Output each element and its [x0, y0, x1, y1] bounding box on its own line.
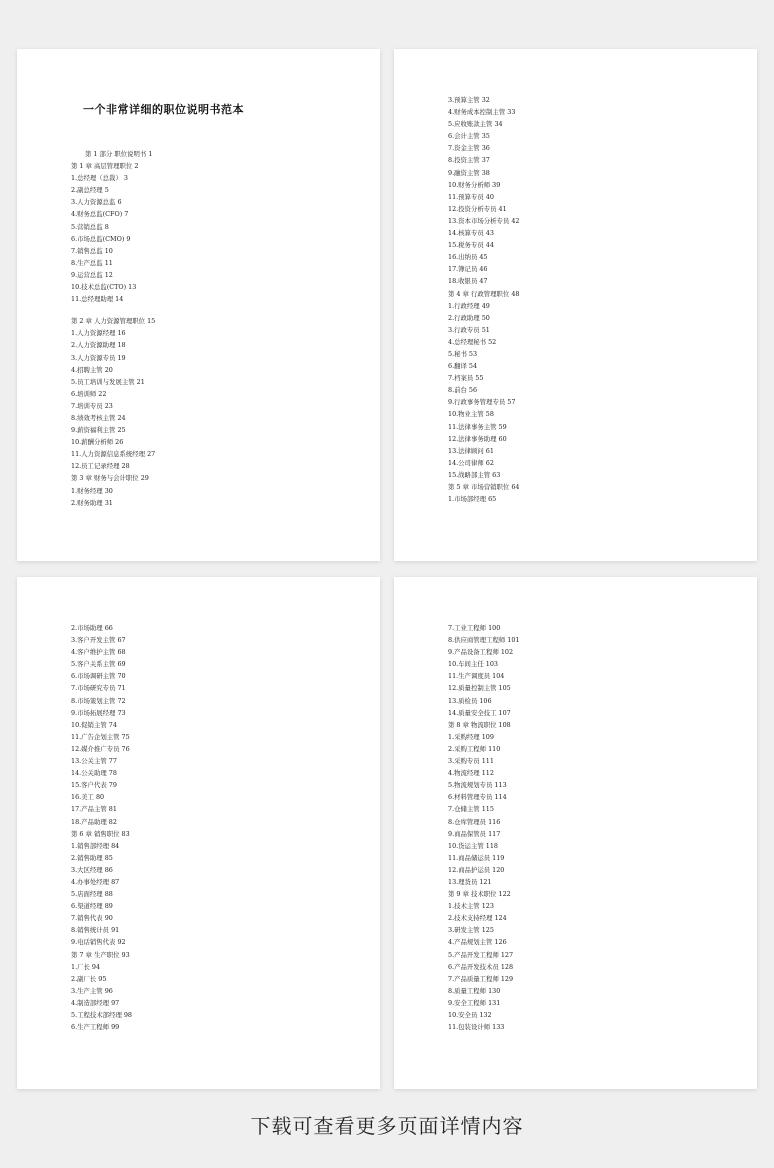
toc-entry: 11.总经理助理 14	[71, 295, 124, 304]
toc-entry: 第 1 部分 职位说明书 1	[85, 150, 153, 158]
toc-list	[448, 622, 519, 1033]
toc-entry: 第 7 章 生产职位 93	[71, 950, 130, 959]
toc-entry: 9.商品保管员 117	[448, 829, 501, 838]
toc-entry: 第 6 章 销售职位 83	[71, 829, 130, 838]
toc-entry: 7.工业工程师 100	[448, 624, 501, 632]
document-page-2	[394, 49, 757, 561]
toc-entry: 4.财务成本控制主管 33	[448, 108, 516, 117]
toc-entry: 10.促销主管 74	[71, 720, 117, 729]
toc-entry: 6.材料管理专员 114	[448, 793, 507, 802]
toc-entry: 5.工程技术部经理 98	[71, 1011, 132, 1019]
toc-entry: 第 3 章 财务与会计职位 29	[71, 474, 149, 483]
toc-list	[448, 94, 519, 505]
toc-entry: 2.销售助理 85	[71, 853, 113, 862]
toc-entry: 5.营销总监 8	[71, 222, 109, 231]
toc-entry: 6.会计主管 35	[448, 132, 490, 141]
toc-entry: 8.生产总监 11	[71, 258, 113, 267]
toc-entry: 5.员工培训与发展主管 21	[71, 377, 145, 386]
toc-entry: 15.战略部主管 63	[448, 470, 501, 479]
toc-entry: 17.产品主管 81	[71, 805, 117, 814]
toc-entry: 3.行政专员 51	[448, 325, 490, 334]
toc-entry: 16.出纳员 45	[448, 253, 488, 262]
toc-entry: 11.包装设计师 133	[448, 1023, 505, 1032]
toc-entry: 3.大区经理 86	[71, 865, 113, 874]
toc-entry: 第 9 章 技术职位 122	[448, 890, 511, 899]
toc-entry: 12.法律事务助理 60	[448, 434, 507, 443]
toc-entry: 2.技术支持经理 124	[448, 914, 507, 923]
toc-entry: 4.总经理秘书 52	[448, 337, 497, 346]
toc-entry: 7.市场研究专员 71	[71, 684, 126, 693]
toc-list	[71, 148, 155, 509]
toc-entry: 14.公司律师 62	[448, 458, 494, 467]
toc-entry: 第 4 章 行政管理职位 48	[448, 289, 520, 298]
toc-entry: 11.人力资源信息系统经理 27	[71, 450, 156, 459]
toc-entry: 1.财务经理 30	[71, 486, 113, 495]
toc-entry: 5.应收账款主管 34	[448, 120, 503, 129]
toc-entry: 1.总经理（总裁） 3	[71, 174, 128, 183]
toc-entry: 8.市场策划主管 72	[71, 696, 126, 705]
toc-entry: 6.渠道经理 89	[71, 902, 113, 911]
toc-entry: 10.车间主任 103	[448, 660, 498, 669]
toc-entry: 17.簿记员 46	[448, 265, 488, 274]
toc-entry: 2.财务助理 31	[71, 498, 113, 507]
toc-entry: 11.商品储运员 119	[448, 853, 505, 862]
toc-entry: 第 2 章 人力资源管理职位 15	[71, 317, 156, 326]
toc-entry: 7.销售代表 90	[71, 914, 113, 923]
toc-entry: 1.销售部经理 84	[71, 841, 120, 850]
toc-entry: 13.资本市场分析专员 42	[448, 216, 520, 225]
toc-entry: 3.人力资源专员 19	[71, 353, 126, 362]
toc-entry: 18.产品助理 82	[71, 817, 117, 826]
toc-entry: 3.采购专员 111	[448, 757, 494, 766]
toc-entry: 10.安全员 132	[448, 1011, 492, 1019]
toc-entry: 3.人力资源总监 6	[71, 198, 122, 207]
toc-entry: 1.厂长 94	[71, 962, 101, 971]
toc-list	[71, 622, 132, 1033]
document-page-3	[17, 577, 380, 1089]
toc-entry: 2.采购工程师 110	[448, 744, 501, 753]
toc-entry: 1.采购经理 109	[448, 732, 494, 741]
toc-entry: 9.薪资福利主管 25	[71, 426, 126, 435]
toc-entry: 11.生产调度员 104	[448, 672, 505, 681]
toc-entry: 第 8 章 物流职位 108	[448, 720, 511, 729]
toc-entry: 6.产品开发技术员 128	[448, 962, 514, 971]
toc-entry: 9.运营总监 12	[71, 270, 113, 279]
toc-entry: 9.市场拓展经理 73	[71, 708, 126, 717]
toc-entry: 9.行政事务管理专员 57	[448, 398, 516, 407]
toc-entry: 9.安全工程师 131	[448, 998, 501, 1007]
toc-entry: 1.市场部经理 65	[448, 495, 497, 504]
toc-entry: 4.制造部经理 97	[71, 998, 120, 1007]
toc-entry: 1.技术主管 123	[448, 902, 494, 911]
toc-entry: 1.行政经理 49	[448, 301, 490, 310]
toc-entry: 13.质检员 106	[448, 696, 492, 705]
toc-entry: 4.客户维护主管 68	[71, 648, 126, 657]
toc-entry: 16.美工 80	[71, 793, 105, 802]
toc-entry: 5.物流规划专员 113	[448, 781, 507, 790]
toc-entry: 2.人力资源助理 18	[71, 341, 126, 350]
toc-entry: 8.前台 56	[448, 386, 478, 395]
toc-entry: 3.客户开发主管 67	[71, 636, 126, 645]
toc-entry: 5.产品开发工程师 127	[448, 950, 514, 959]
toc-entry: 10.薪酬分析师 26	[71, 438, 124, 447]
toc-entry: 10.货运主管 118	[448, 841, 498, 850]
toc-entry: 11.预算专员 40	[448, 192, 494, 201]
toc-entry: 6.市场调研主管 70	[71, 672, 126, 681]
toc-entry: 4.财务总监(CFO) 7	[71, 210, 129, 219]
toc-entry: 3.生产主管 96	[71, 986, 113, 995]
download-more-caption: 下载可查看更多页面详情内容	[250, 1114, 524, 1138]
toc-entry: 7.培训专员 23	[71, 401, 113, 410]
toc-entry: 12.员工记录经理 28	[71, 462, 130, 471]
toc-entry: 5.店面经理 88	[71, 890, 113, 899]
toc-entry: 9.融资主管 38	[448, 168, 490, 177]
toc-entry: 3.预算主管 32	[448, 96, 490, 104]
document-page-1	[17, 49, 380, 561]
toc-entry: 12.质量控制主管 105	[448, 684, 511, 693]
toc-entry: 15.税务专员 44	[448, 241, 494, 250]
toc-entry: 8.供应商管理工程师 101	[448, 636, 520, 645]
toc-entry: 8.销售统计员 91	[71, 926, 120, 935]
toc-entry: 13.公关主管 77	[71, 757, 117, 766]
toc-entry: 7.销售总监 10	[71, 246, 113, 255]
toc-entry: 7.档案员 55	[448, 374, 484, 383]
toc-entry: 第 5 章 市场营销职位 64	[448, 483, 520, 491]
toc-entry: 5.客户关系主管 69	[71, 660, 126, 669]
toc-entry: 10.技术总监(CTO) 13	[71, 283, 137, 292]
toc-entry: 11.广告企划主管 75	[71, 732, 130, 741]
toc-entry: 4.办事处经理 87	[71, 877, 120, 886]
toc-entry: 14.核算专员 43	[448, 229, 494, 238]
toc-entry: 2.副厂长 95	[71, 974, 107, 983]
toc-entry: 7.仓储主管 115	[448, 805, 494, 814]
toc-entry: 7.产品质量工程师 129	[448, 974, 514, 983]
toc-entry: 6.市场总监(CMO) 9	[71, 234, 131, 243]
toc-entry: 12.媒介推广专员 76	[71, 744, 130, 753]
toc-entry: 14.质量安全技工 107	[448, 708, 511, 717]
toc-entry: 7.资金主管 36	[448, 144, 490, 153]
toc-entry: 6.培训师 22	[71, 389, 107, 398]
toc-entry: 8.仓库管理员 116	[448, 817, 501, 826]
toc-entry: 15.客户代表 79	[71, 781, 117, 790]
toc-entry: 1.人力资源经理 16	[71, 329, 126, 338]
toc-entry: 12.商品护运员 120	[448, 865, 505, 874]
toc-entry: 18.收银员 47	[448, 277, 488, 286]
toc-entry: 5.秘书 53	[448, 349, 478, 358]
toc-entry: 14.公关助理 78	[71, 769, 117, 778]
toc-entry: 8.绩效考核主管 24	[71, 413, 126, 422]
toc-entry: 4.产品规划主管 126	[448, 938, 507, 947]
toc-entry: 12.投资分析专员 41	[448, 204, 507, 213]
toc-entry: 2.副总经理 5	[71, 186, 109, 195]
toc-entry: 8.投资主管 37	[448, 156, 490, 165]
toc-entry: 4.招聘主管 20	[71, 365, 113, 374]
toc-entry: 2.市场助理 66	[71, 624, 113, 632]
toc-entry: 13.理货员 121	[448, 877, 492, 886]
toc-entry: 第 1 章 高层管理职位 2	[71, 162, 139, 171]
toc-entry: 6.翻译 54	[448, 362, 478, 371]
toc-entry: 8.质量工程师 130	[448, 986, 501, 995]
toc-entry: 2.行政助理 50	[448, 313, 490, 322]
toc-entry: 13.法律顾问 61	[448, 446, 494, 455]
toc-entry: 11.法律事务主管 59	[448, 422, 507, 431]
toc-entry: 4.物流经理 112	[448, 769, 494, 778]
document-title: 一个非常详细的职位说明书范本	[83, 103, 244, 116]
document-page-4	[394, 577, 757, 1089]
toc-entry: 10.物业主管 58	[448, 410, 494, 419]
toc-entry: 3.研发主管 125	[448, 926, 494, 935]
toc-entry: 9.电话销售代表 92	[71, 938, 126, 947]
toc-entry: 6.生产工程师 99	[71, 1023, 120, 1032]
toc-entry: 10.财务分析师 39	[448, 180, 501, 189]
toc-entry: 9.产品设备工程师 102	[448, 648, 514, 657]
